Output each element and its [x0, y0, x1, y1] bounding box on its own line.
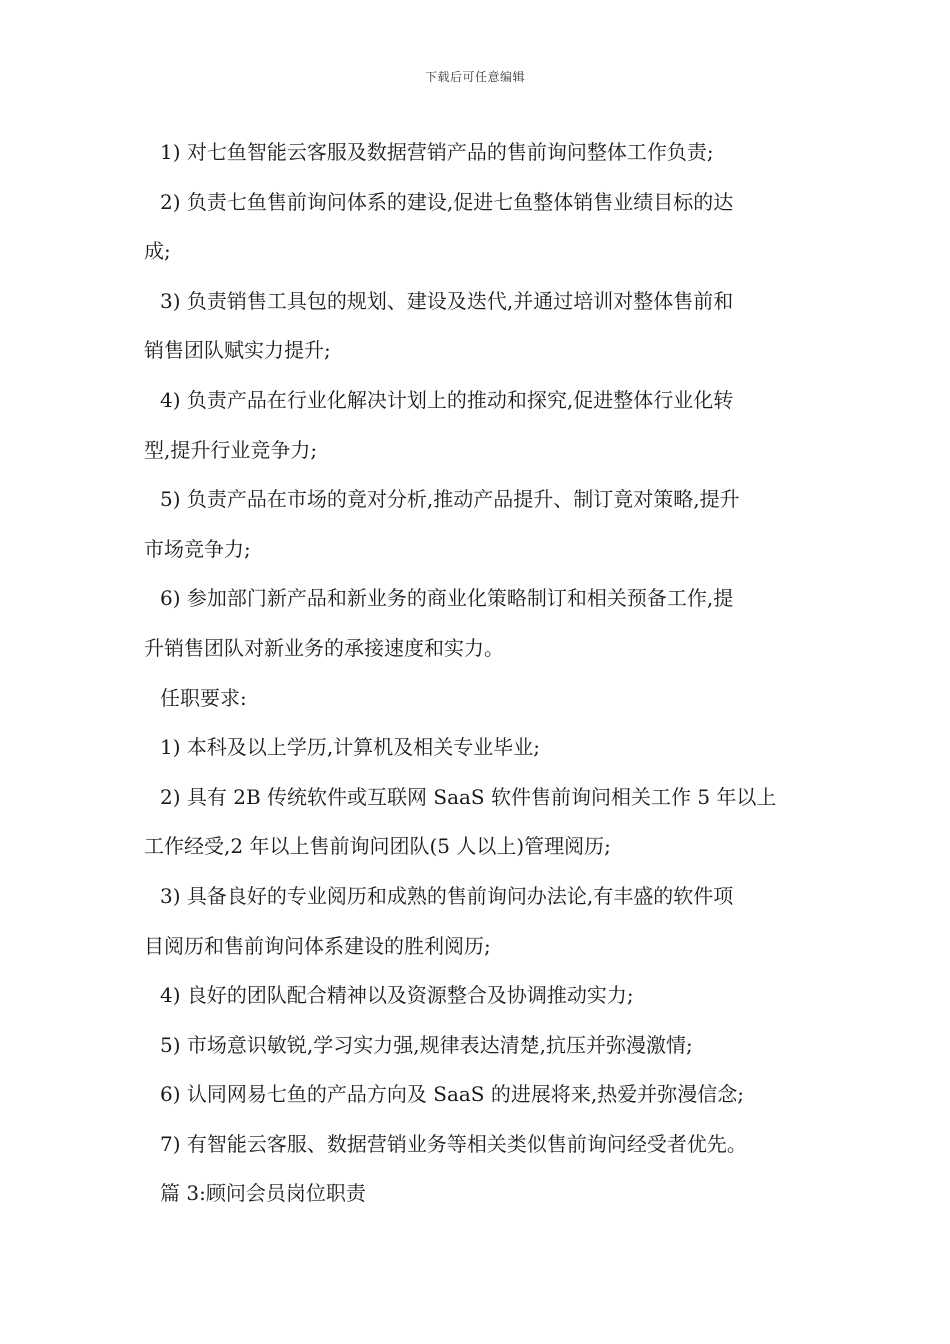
document-body [144, 128, 814, 1219]
text-line: 5) 负责产品在市场的竟对分析,推动产品提升、制订竟对策略,提升 [160, 487, 740, 512]
text-line: 市场竞争力; [144, 536, 251, 561]
text-line: 成; [144, 239, 171, 264]
text-line: 目阅历和售前询问体系建设的胜利阅历; [144, 933, 491, 958]
page-header-note: 下载后可任意编辑 [424, 70, 525, 84]
text-line: 6) 认同网易七鱼的产品方向及 SaaS 的进展将来,热爱并弥漫信念; [160, 1082, 744, 1107]
text-line: 2) 具有 2B 传统软件或互联网 SaaS 软件售前询问相关工作 5 年以上 [160, 784, 777, 809]
text-line: 3) 具备良好的专业阅历和成熟的售前询问办法论,有丰盛的软件项 [160, 883, 734, 908]
section-heading-requirements: 任职要求: [160, 685, 247, 710]
text-line: 型,提升行业竞争力; [144, 437, 318, 462]
text-line: 7) 有智能云客服、数据营销业务等相关类似售前询问经受者优先。 [160, 1131, 747, 1156]
text-line: 1) 对七鱼智能云客服及数据营销产品的售前询问整体工作负责; [160, 140, 714, 164]
text-line: 1) 本科及以上学历,计算机及相关专业毕业; [160, 735, 540, 760]
text-line: 工作经受,2 年以上售前询问团队(5 人以上)管理阅历; [144, 834, 611, 859]
text-line: 4) 良好的团队配合精神以及资源整合及协调推动实力; [160, 983, 634, 1008]
text-line: 销售团队赋实力提升; [144, 338, 331, 363]
text-line: 6) 参加部门新产品和新业务的商业化策略制订和相关预备工作,提 [160, 586, 734, 611]
text-line: 5) 市场意识敏锐,学习实力强,规律表达清楚,抗压并弥漫激情; [160, 1032, 693, 1057]
text-line: 2) 负责七鱼售前询问体系的建设,促进七鱼整体销售业绩目标的达 [160, 189, 734, 214]
text-line: 4) 负责产品在行业化解决计划上的推动和探究,促进整体行业化转 [160, 387, 734, 412]
text-line: 3) 负责销售工具包的规划、建设及迭代,并通过培训对整体售前和 [160, 288, 734, 313]
text-line: 升销售团队对新业务的承接速度和实力。 [144, 635, 504, 660]
section-heading-article-3: 篇 3:顾问会员岗位职责 [160, 1181, 366, 1206]
